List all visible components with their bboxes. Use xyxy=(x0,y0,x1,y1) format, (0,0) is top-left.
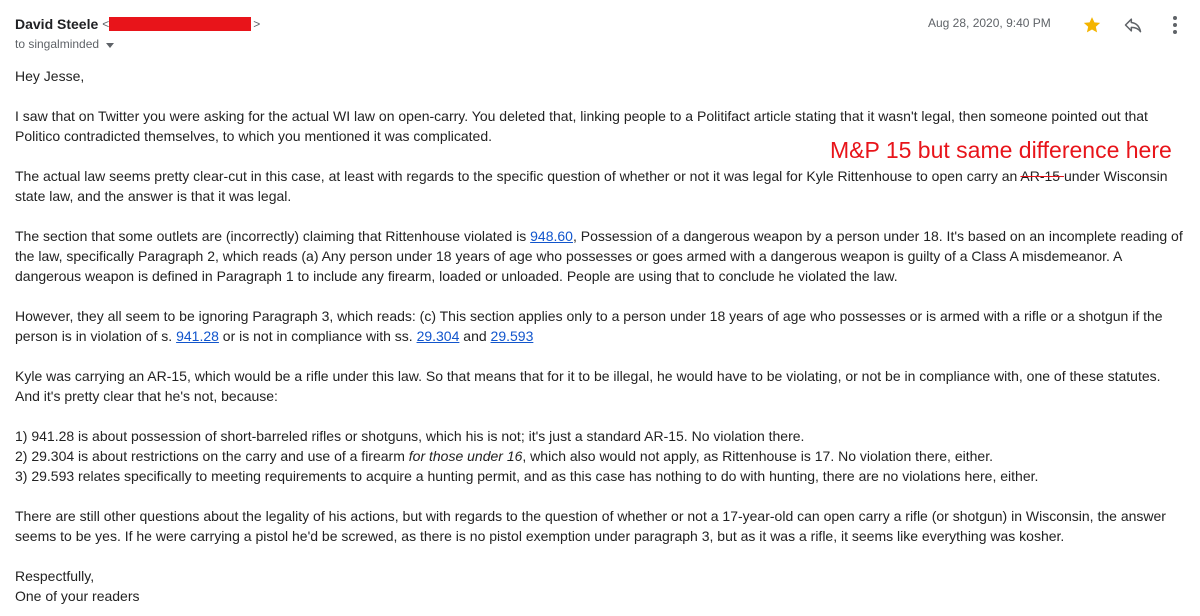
paragraph-3-text: The section that some outlets are (incorrectly) claiming that Rittenhouse violated is xyxy=(15,228,531,244)
greeting: Hey Jesse, xyxy=(15,68,85,84)
list-item-3: 3) 29.593 relates specifically to meeting requirements to acquire a hunting permit, and as this case has nothing to do with hunting, there are no violations here, either. xyxy=(15,468,1039,484)
list-item-2-text: 2) 29.304 is about restrictions on the carry and use of a firearm xyxy=(15,448,409,464)
sender-line xyxy=(15,14,260,34)
reply-icon[interactable] xyxy=(1121,13,1145,37)
sender-name[interactable]: David Steele xyxy=(15,16,99,32)
recipient-line[interactable] xyxy=(15,37,114,51)
redacted-email xyxy=(109,17,251,31)
paragraph-2-text-end: under Wisconsin state law, and the answer is that it was legal. xyxy=(15,168,1168,204)
paragraph-4-text-and: and xyxy=(459,328,491,344)
red-annotation: M&P 15 but same difference here xyxy=(830,137,1172,163)
statute-link-941-28[interactable]: 941.28 xyxy=(176,328,219,344)
star-icon[interactable] xyxy=(1080,13,1104,37)
paragraph-1: I saw that on Twitter you were asking for the actual WI law on open-carry. You deleted that, linking people to a Politifact article stating that it wasn't legal, then someone pointed out that Politico contradicted themselves, to which you mentioned it was complicated. xyxy=(15,108,1148,144)
email-bracket-close: > xyxy=(253,17,261,31)
paragraph-6: There are still other questions about the legality of his actions, but with regards to the question of whether or not a 17-year-old can open carry a rifle (or shotgun) in Wisconsin, the answer seems to be yes. If he were carrying a pistol he'd be screwed, as there is no pistol exemption under paragraph 3, but as it was a rifle, it seems like everything was kosher. xyxy=(15,508,1166,544)
list-item-2 xyxy=(15,446,1185,466)
paragraph-5: Kyle was carrying an AR-15, which would be a rifle under this law. So that means that for it to be illegal, he would have to be violating, or not be in compliance with, one of these statutes. And it's pretty clear that he's not, because: xyxy=(15,368,1161,404)
paragraph-3 xyxy=(15,226,1185,286)
paragraph-4-text-mid: or is not in compliance with ss. xyxy=(218,328,417,344)
list-item-1: 1) 941.28 is about possession of short-barreled rifles or shotguns, which his is not; it's just a standard AR-15. No violation there. xyxy=(15,428,805,444)
paragraph-4-text: However, they all seem to be ignoring Paragraph 3, which reads: (c) This section applies only to a person under 18 years of age who possesses or is armed with a rifle or a shotgun if the person is in violation of s. xyxy=(15,308,1163,344)
email-bracket-open: < xyxy=(102,17,110,31)
statute-link-29-593[interactable]: 29.593 xyxy=(490,328,534,344)
emphasis-text: for those under 16 xyxy=(408,448,523,464)
recipient-label: to singalminded xyxy=(15,37,100,51)
paragraph-2 xyxy=(15,166,1185,206)
chevron-down-icon[interactable] xyxy=(106,43,114,48)
paragraph-3-text-end: , Possession of a dangerous weapon by a person under 18. It's based on an incomplete reading of the law, specifically Paragraph 2, which reads (a) Any person under 18 years of age who possesses or goes armed with a dangerous weapon is guilty of a Class A misdemeanor. A dangerous weapon is defined in Paragraph 1 to include any firearm, loaded or unloaded. People are using that to conclude he violated the law. xyxy=(15,228,1183,284)
struck-text: AR-15 xyxy=(1020,168,1064,184)
signoff: Respectfully, xyxy=(15,568,95,584)
signature: One of your readers xyxy=(15,588,140,604)
message-date: Aug 28, 2020, 9:40 PM xyxy=(928,16,1051,30)
more-vert-icon[interactable] xyxy=(1163,13,1187,37)
statute-link-29-304[interactable]: 29.304 xyxy=(416,328,460,344)
statute-link-948-60[interactable]: 948.60 xyxy=(530,228,573,244)
paragraph-4 xyxy=(15,306,1185,346)
list-item-2-text-end: , which also would not apply, as Rittenhouse is 17. No violation there, either. xyxy=(522,448,993,464)
paragraph-2-text: The actual law seems pretty clear-cut in this case, at least with regards to the specific question of whether or not it was legal for Kyle Rittenhouse to open carry an xyxy=(15,168,1021,184)
message-body xyxy=(15,66,1185,606)
